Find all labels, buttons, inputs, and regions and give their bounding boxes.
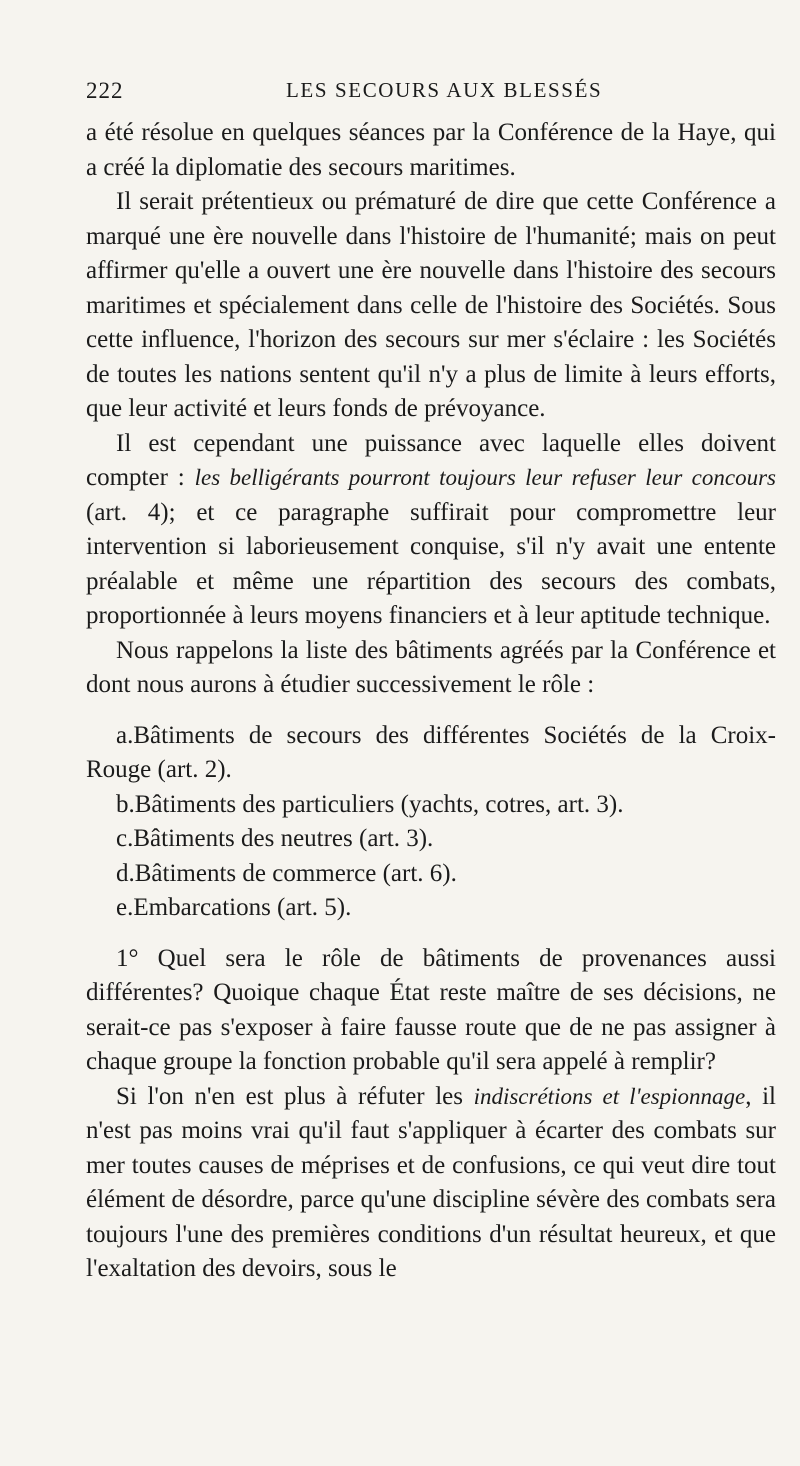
- paragraph-5: 1° Quel sera le rôle de bâtiments de provenances aussi différentes? Quoique chaque État reste maître de ses décisions, ne serait-ce pas s'exposer à faire fausse route que de ne pas assigner à chaque groupe la fonction probable qu'il sera appelé à remplir?: [86, 944, 776, 1075]
- spacer: [86, 926, 776, 942]
- list-marker: b.: [116, 790, 135, 818]
- paragraph-1: a été résolue en quelques séances par la Conférence de la Haye, qui a créé la diplomatie des secours maritimes.: [86, 119, 776, 181]
- list-item: [86, 857, 776, 892]
- list-marker: a.: [116, 721, 134, 749]
- paragraph-3: [86, 427, 776, 634]
- list-marker: e.: [116, 894, 134, 921]
- list-marker: c.: [116, 825, 134, 852]
- paragraph-3-start: Il est cependant une puissance avec laquelle elles doivent compter :: [86, 429, 776, 491]
- page-number: 222: [86, 78, 124, 103]
- running-title: LES SECOURS AUX BLESSÉS: [286, 78, 603, 102]
- list-text: Bâtiments de commerce (art. 6).: [134, 859, 457, 887]
- page-header: [86, 78, 776, 108]
- paragraph-2: Il serait prétentieux ou prématuré de dire que cette Conférence a marqué une ère nouvelle dans l'histoire de l'humanité; mais on peut affirmer qu'elle a ouvert une ère nouvelle dans l'histoire des secours maritimes et spécialement dans celle de l'histoire des Sociétés. Sous cette influence, l'horizon des secours sur mer s'éclaire : les Sociétés de toutes les nations sentent qu'il n'y a plus de limite à leurs efforts, que leur activité et leurs fonds de prévoyance.: [86, 188, 776, 422]
- list-text: Bâtiments de secours des différentes Sociétés de la Croix-Rouge (art. 2).: [86, 721, 776, 783]
- paragraph-3-italic: les belligérants pourront toujours leur refuser leur concours: [194, 465, 776, 490]
- list-item: [86, 788, 776, 823]
- list-marker: d.: [116, 859, 135, 887]
- paragraph-6-start: Si l'on n'en est plus à réfuter les: [116, 1082, 474, 1110]
- paragraph-6-end: , il n'est pas moins vrai qu'il faut s'appliquer à écarter des combats sur mer toutes causes de méprises et de confusions, ce qui veut dire tout élément de désordre, parce qu'une discipline sévère des combats sera toujours l'une des premières conditions d'un résultat heureux, et que l'exaltation des devoirs, sous le: [86, 1082, 776, 1282]
- body-text: [86, 116, 776, 1287]
- list-text: Bâtiments des particuliers (yachts, cotres, art. 3).: [134, 790, 624, 818]
- list-item: [86, 891, 776, 926]
- list-text: Embarcations (art. 5).: [133, 894, 352, 921]
- list-item: [86, 822, 776, 857]
- vessel-list: [86, 719, 776, 926]
- list-text: Bâtiments des neutres (art. 3).: [133, 825, 434, 852]
- paragraph-3-end: (art. 4); et ce paragraphe suffirait pour compromettre leur intervention si laborieusement conquise, s'il n'y avait une entente préalable et même une répartition des secours des combats, proportionnée à leurs moyens financiers et à leur aptitude technique.: [86, 498, 776, 629]
- spacer: [86, 703, 776, 719]
- paragraph-6-italic: indiscrétions et l'espionnage: [473, 1083, 746, 1109]
- paragraph-6: [86, 1080, 776, 1287]
- paragraph-4: Nous rappelons la liste des bâtiments agréés par la Conférence et dont nous aurons à étudier successivement le rôle :: [86, 636, 776, 698]
- list-item: [86, 719, 776, 788]
